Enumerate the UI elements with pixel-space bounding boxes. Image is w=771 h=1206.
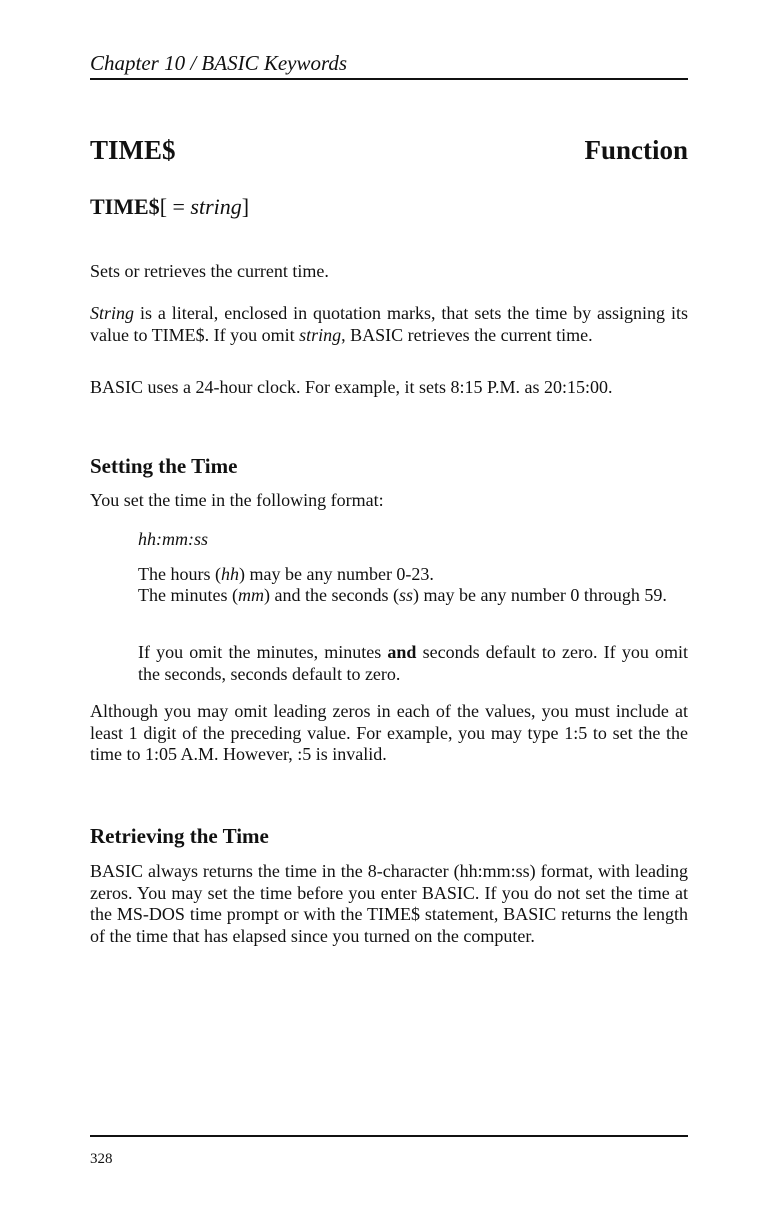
keyword-type: Function <box>584 135 688 165</box>
header-rule <box>90 78 688 80</box>
syntax-arg: string <box>190 194 242 219</box>
intro-paragraph: Sets or retrieves the current time. <box>90 261 329 281</box>
format-example: hh:mm:ss <box>138 529 208 549</box>
page <box>90 0 688 1206</box>
retrieving-heading: Retrieving the Time <box>90 824 269 848</box>
minutes-paragraph: The minutes (mm) and the seconds (ss) may be any number 0 through 59. <box>138 585 667 605</box>
string-paragraph: String is a literal, enclosed in quotation marks, that sets the time by assigning its value to TIME$. If you omit string, BASIC retrieves the current time. <box>90 303 688 345</box>
string-lead: String <box>90 303 135 323</box>
omit-paragraph: If you omit the minutes, minutes and seconds default to zero. If you omit the seconds, seconds default to zero. <box>138 642 688 684</box>
keyword-title: TIME$ <box>90 135 176 165</box>
setting-heading: Setting the Time <box>90 454 238 478</box>
hours-line: The hours (hh) may be any number 0-23. <box>138 564 434 584</box>
running-head: Chapter 10 / BASIC Keywords <box>90 51 348 75</box>
syntax-close: ] <box>241 194 250 219</box>
footer-rule <box>90 1135 688 1137</box>
clock-paragraph: BASIC uses a 24-hour clock. For example, it sets 8:15 P.M. as 20:15:00. <box>90 377 613 397</box>
zeros-paragraph: Although you may omit leading zeros in each of the values, you must include at least 1 digit of the preceding value. For example, you may type 1:5 to set the the time to 1:05 A.M. However, :5 is invalid. <box>90 701 688 764</box>
syntax-keyword: TIME$ <box>90 194 160 219</box>
retrieving-paragraph: BASIC always returns the time in the 8-character (hh:mm:ss) format, with leading zeros. You may set the time before you enter BASIC. If you do not set the time at the MS-DOS time prompt or with the TIME$ statement, BASIC returns the length of the time that has elapsed since you turned on the computer. <box>90 861 688 946</box>
setting-intro: You set the time in the following format: <box>90 490 384 510</box>
syntax-open: [ = <box>159 194 191 219</box>
syntax-line <box>90 193 249 221</box>
page-number: 328 <box>90 1151 113 1167</box>
keyword-heading <box>90 133 688 167</box>
